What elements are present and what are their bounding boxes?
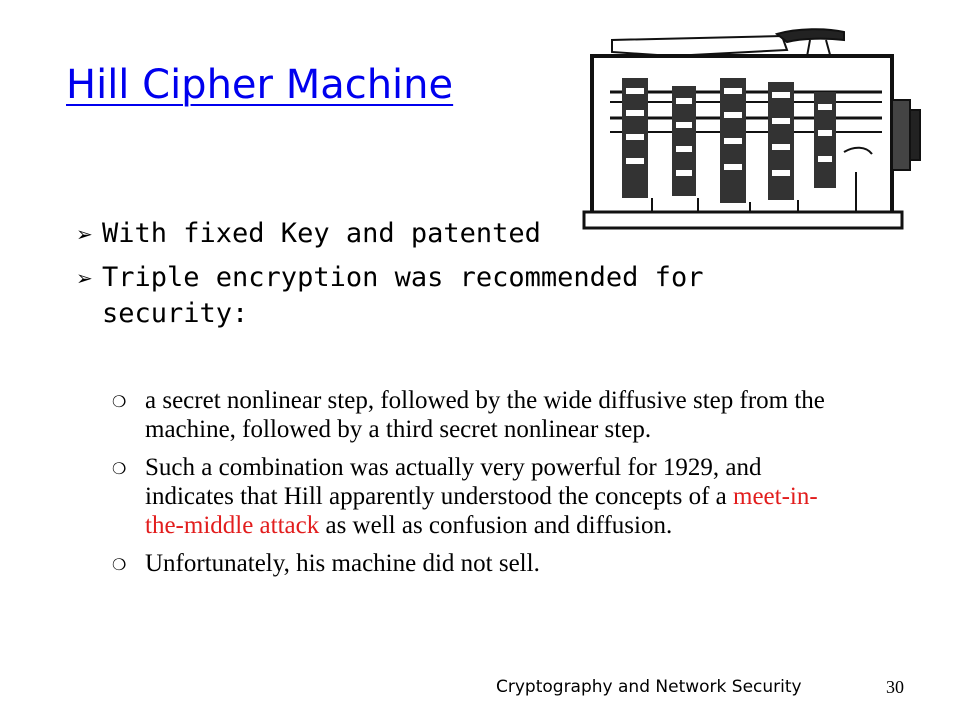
hollow-square-bullet-icon: ❍ — [112, 555, 127, 574]
highlighted-term: meet-in-the-middle attack — [145, 483, 818, 539]
sub-bullet-text-start: Such a combination was actually very powerful for 1929, and indicates that Hill apparently understood the concepts of a — [145, 454, 762, 510]
sub-bullet-text-end: as well as confusion and diffusion. — [319, 512, 673, 539]
hill-cipher-machine-illustration — [582, 22, 932, 234]
sub-bullet-text: Unfortunately, his machine did not sell. — [145, 550, 540, 577]
arrow-bullet-icon: ➢ — [76, 266, 93, 290]
bullet-text: With fixed Key and patented — [102, 218, 541, 249]
bullet-text: Triple encryption was recommended for security: — [102, 262, 704, 329]
page-number: 30 — [886, 677, 904, 697]
sub-bullet-item — [112, 549, 832, 578]
sub-bullet-item — [112, 453, 832, 540]
arrow-bullet-icon: ➢ — [76, 222, 93, 246]
hollow-square-bullet-icon: ❍ — [112, 459, 127, 478]
bullet-item — [76, 216, 856, 252]
sub-bullet-list — [112, 386, 832, 587]
slide-footer: Cryptography and Network Security — [496, 677, 802, 697]
slide-title-link[interactable]: Hill Cipher Machine — [66, 62, 454, 108]
sub-bullet-item — [112, 386, 832, 444]
sub-bullet-text: a secret nonlinear step, followed by the wide diffusive step from the machine, followed by a third secret nonlinear step. — [145, 387, 825, 443]
bullet-item — [76, 260, 856, 332]
main-bullet-list — [76, 216, 856, 340]
hollow-square-bullet-icon: ❍ — [112, 392, 127, 411]
